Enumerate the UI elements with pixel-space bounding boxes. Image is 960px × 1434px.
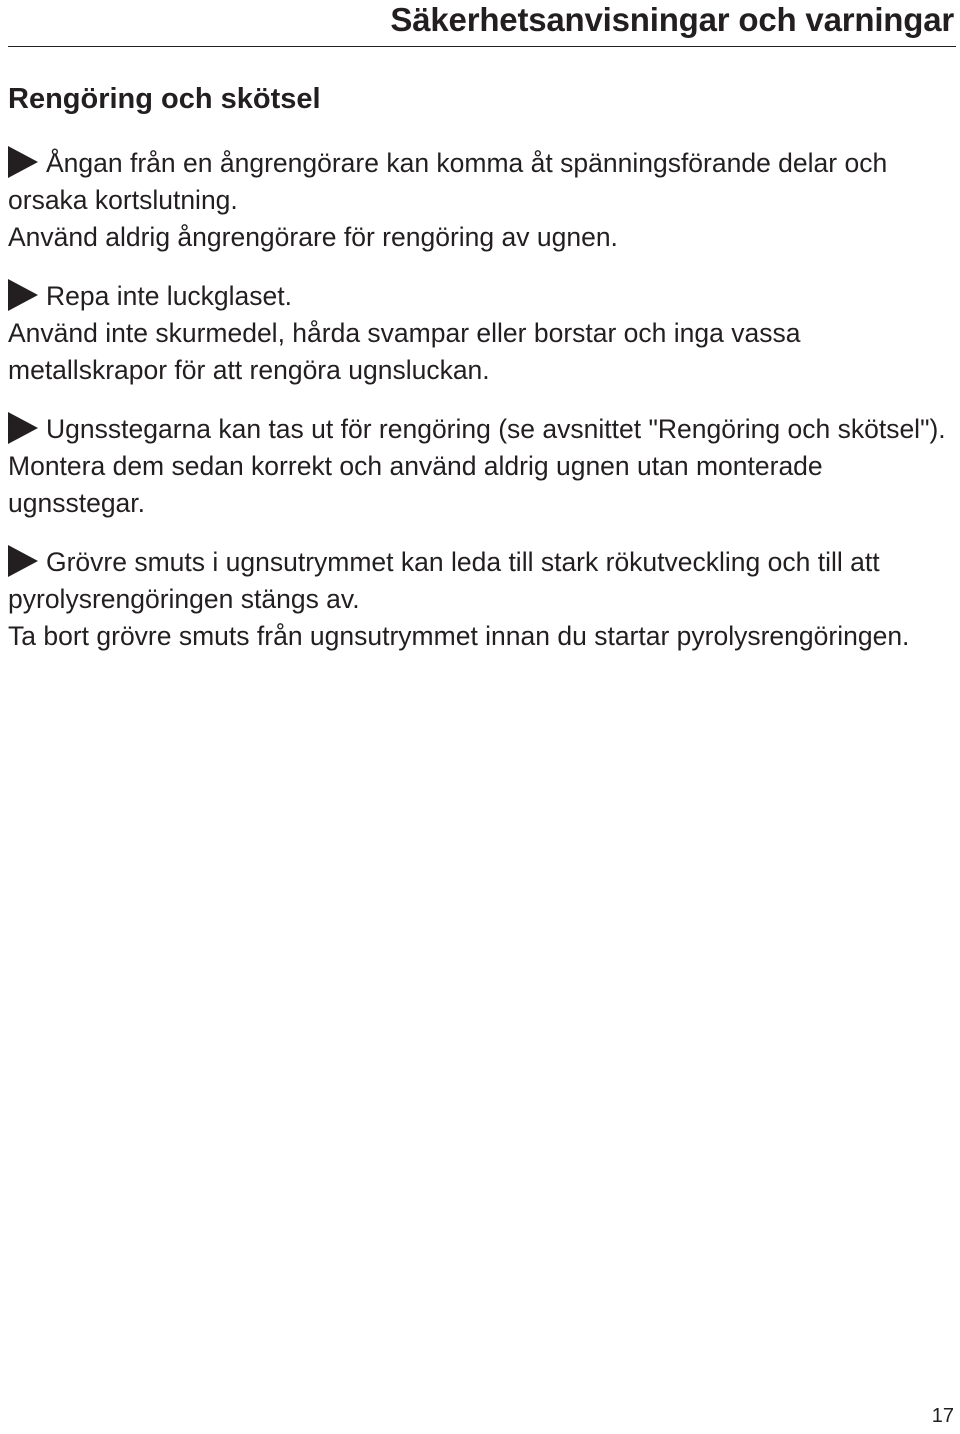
warning-detail: Ta bort grövre smuts från ugnsutrymmet innan du startar pyrolysrengöringen. bbox=[8, 621, 910, 651]
warning-lead-text: Ångan från en ångrengörare kan komma åt spänningsförande delar och orsaka kortslutning. bbox=[8, 148, 888, 215]
warning-detail: Använd aldrig ångrengörare för rengöring av ugnen. bbox=[8, 222, 618, 252]
section-title: Rengöring och skötsel bbox=[8, 83, 321, 115]
warning-arrow-icon bbox=[8, 545, 38, 577]
warning-arrow-icon bbox=[8, 146, 38, 178]
warning-lead bbox=[8, 278, 953, 315]
warning-lead bbox=[8, 145, 953, 219]
warning-lead-text: Repa inte luckglaset. bbox=[46, 281, 293, 311]
warning-lead-text: Grövre smuts i ugnsutrymmet kan leda till stark rökutveckling och till att pyrolysrengöringen stängs av. bbox=[8, 547, 880, 614]
warning-detail: Använd inte skurmedel, hårda svampar eller borstar och inga vassa metallskrapor för att rengöra ugnsluckan. bbox=[8, 318, 801, 385]
warning-lead-text: Ugnsstegarna kan tas ut för rengöring (se avsnittet "Rengöring och skötsel"). bbox=[46, 414, 946, 444]
warning-item bbox=[8, 544, 953, 655]
warning-lead bbox=[8, 411, 953, 448]
page-number: 17 bbox=[931, 1405, 954, 1427]
header-divider bbox=[8, 46, 956, 47]
warning-lead bbox=[8, 544, 953, 618]
warning-arrow-icon bbox=[8, 412, 38, 444]
warnings-list bbox=[8, 145, 953, 677]
warning-arrow-icon bbox=[8, 279, 38, 311]
page-header-title: Säkerhetsanvisningar och varningar bbox=[390, 1, 954, 38]
warning-item bbox=[8, 278, 953, 389]
warning-detail: Montera dem sedan korrekt och använd aldrig ugnen utan monterade ugnsstegar. bbox=[8, 451, 823, 518]
warning-item bbox=[8, 145, 953, 256]
warning-item bbox=[8, 411, 953, 522]
